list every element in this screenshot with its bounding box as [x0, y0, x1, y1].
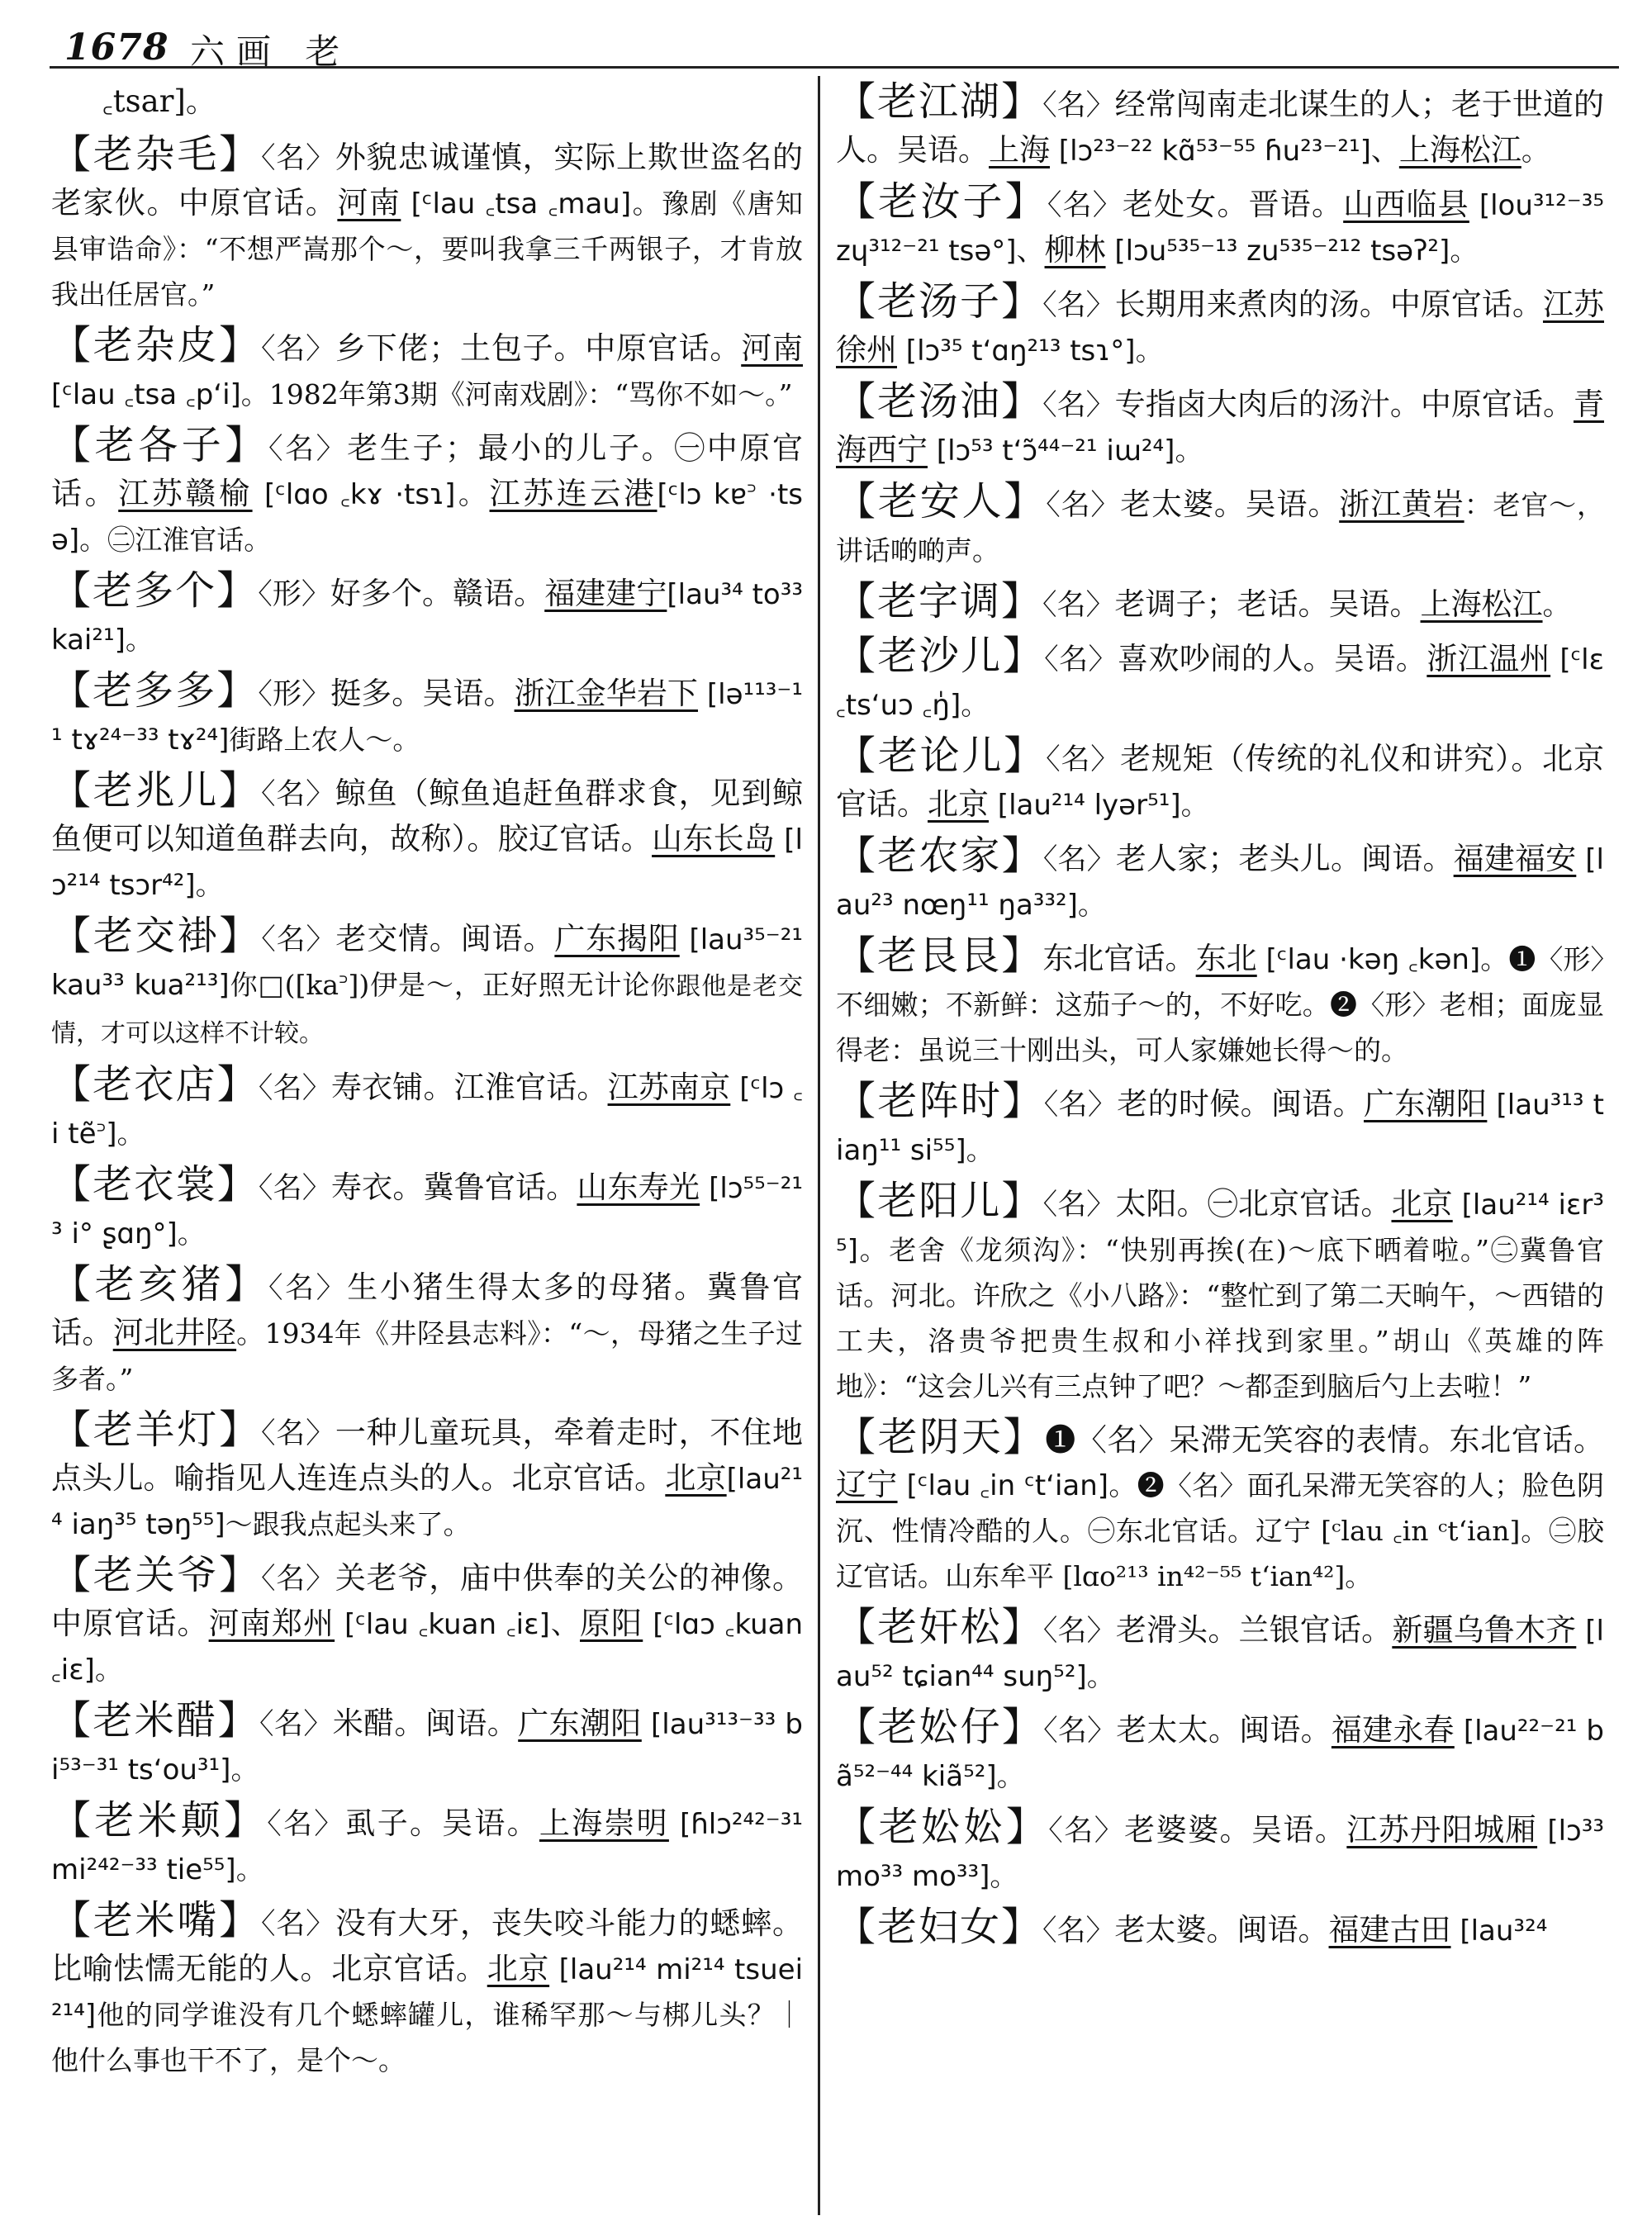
dialect-location: 江苏徐州	[836, 287, 1604, 368]
entry-definition: 专指卤大肉后的汤汁。中原官话。	[1114, 387, 1574, 422]
entry-continuation: ꜀tsar]。	[102, 83, 216, 119]
phonetic-transcription: [lə¹¹³⁻¹¹ tɤ²⁴⁻³³ tɤ²⁴]	[51, 678, 803, 757]
dictionary-entry	[836, 379, 1604, 473]
dictionary-entry	[51, 1898, 803, 2083]
dictionary-entry	[836, 1705, 1604, 1799]
part-of-speech: 〈名〉	[1044, 643, 1118, 676]
part-of-speech: 〈名〉	[260, 1908, 335, 1941]
phonetic-transcription: ：	[1464, 489, 1493, 522]
dialect-location: 北京	[665, 1460, 727, 1496]
dialect-location: 辽宁	[836, 1467, 898, 1502]
dialect-location: 上海崇明	[539, 1805, 669, 1841]
dictionary-entry	[51, 1698, 803, 1792]
entry-headword: 【老杂毛】	[51, 131, 261, 178]
page-header	[50, 15, 1619, 79]
entry-example: 街路上农人～。	[229, 724, 420, 756]
entry-headword: 【老多个】	[51, 567, 259, 614]
part-of-speech: 〈名〉	[1046, 743, 1121, 776]
entry-example: 老官～，讲话啲啲声。	[836, 489, 1605, 567]
entry-example: 1934年《井陉县志料》：“～，母猪之生子过多者。”	[51, 1317, 804, 1395]
header-rule	[50, 66, 1619, 69]
entry-definition: 乡下佬；土包子。中原官话。	[335, 330, 742, 366]
phonetic-transcription: [lɔ³³ mo³³ mo³³]。	[836, 1815, 1604, 1893]
dialect-location: 上海松江	[1398, 132, 1521, 168]
entry-example: ❷〈名〉面孔呆滞无笑容的人；脸色阴沉、性情冷酷的人。㊀东北官话。辽宁 [ᶜlau ꜀in ᶜt‘ian]。㊁胶辽官话。山东牟平 [lɑo²¹³ in⁴²⁻⁵⁵ t‘ian⁴²]。	[836, 1469, 1605, 1592]
dialect-location: 福建古田	[1328, 1912, 1451, 1948]
entry-headword: 【老妇女】	[836, 1904, 1043, 1950]
entry-definition: 生小猪生得太多的母猪。冀鲁官话。	[51, 1269, 803, 1350]
entry-headword: 【老阳儿】	[836, 1178, 1043, 1224]
part-of-speech: 〈名〉	[1042, 89, 1115, 122]
dialect-location: 北京	[928, 786, 989, 822]
dialect-location: 广东潮阳	[1364, 1086, 1488, 1122]
dictionary-entry	[51, 668, 803, 762]
part-of-speech: 〈名〉	[260, 1417, 335, 1450]
dialect-location: 江苏丹阳城厢	[1346, 1812, 1538, 1848]
dialect-location: 山东寿光	[577, 1170, 700, 1205]
entry-definition: 虱子。吴语。	[344, 1805, 539, 1841]
entry-definition: 喜欢吵闹的人。吴语。	[1117, 641, 1427, 676]
part-of-speech: 〈名〉	[1042, 389, 1115, 422]
dictionary-entry	[51, 423, 803, 562]
part-of-speech: 〈名〉	[1043, 1089, 1118, 1122]
entry-headword: 【老妐仔】	[836, 1704, 1044, 1750]
part-of-speech: 〈名〉	[1042, 289, 1115, 322]
phonetic-transcription: [ᶜlɔ ꜀i tẽ꜄]。	[51, 1072, 803, 1151]
dialect-location: 福建建宁	[544, 576, 667, 611]
entry-definition: 老交情。闽语。	[335, 921, 555, 956]
part-of-speech: 〈名〉	[258, 1072, 331, 1105]
phonetic-transcription: [lau³¹³⁻³³ bi⁵³⁻³¹ ts‘ou³¹]。	[51, 1708, 804, 1786]
phonetic-transcription: 。	[1542, 589, 1571, 622]
entry-headword: 【老米颠】	[51, 1797, 268, 1843]
part-of-speech: 〈名〉	[1048, 1815, 1125, 1848]
part-of-speech: 〈名〉	[260, 333, 335, 366]
part-of-speech: 〈名〉	[1042, 1914, 1115, 1948]
entry-headword: 【老农家】	[836, 833, 1043, 879]
entry-definition: 老太婆。吴语。	[1120, 486, 1340, 522]
part-of-speech: 〈名〉	[267, 1808, 345, 1841]
dialect-location: 北京	[487, 1951, 550, 1986]
entry-headword: 【老艮艮】	[836, 932, 1043, 979]
entry-example: 他的同学谁没有几个蟋蟀罐儿，谁稀罕那～与梆儿头？｜他什么事也干不了，是个～。	[51, 1999, 803, 2076]
dialect-location: 福建永春	[1331, 1712, 1455, 1748]
dictionary-entry	[51, 323, 803, 417]
entry-definition: 经常闯南走北谋生的人；老于世道的人。吴语。	[836, 87, 1604, 168]
part-of-speech: 〈名〉	[1042, 589, 1115, 622]
entry-headword: 【老米嘴】	[51, 1897, 261, 1943]
dialect-location: 江苏南京	[607, 1070, 731, 1105]
part-of-speech: 〈名〉	[258, 1172, 331, 1205]
entry-definition: 鲸鱼（鲸鱼追赶鱼群求食，见到鲸鱼便可以知道鱼群去向，故称）。胶辽官话。	[51, 776, 803, 856]
entry-headword: 【老字调】	[836, 578, 1043, 624]
entry-example: 老舍《龙须沟》：“快别再挨(在)～底下晒着啦。”㊁冀鲁官话。河北。许欣之《小八路》：“整忙到了第二天晌午，～西错的工夫，洛贵爷把贵生叔和小祥找到家里。”胡山《英雄的阵地》：“这会儿兴有三点钟了吧？～都歪到脑后勺上去啦！”	[836, 1234, 1604, 1402]
entry-headword: 【老衣店】	[51, 1061, 259, 1108]
entry-headword: 【老妐妐】	[836, 1804, 1049, 1850]
dialect-location: 浙江温州	[1427, 641, 1551, 676]
entry-headword: 【老多多】	[51, 667, 259, 714]
phonetic-transcription: [lɔu⁵³⁵⁻¹³ zu⁵³⁵⁻²¹² tsəʔ²]。	[1105, 235, 1479, 268]
part-of-speech: 〈名〉	[260, 778, 335, 811]
dictionary-entry	[836, 279, 1604, 373]
entry-headword: 【老汤子】	[836, 278, 1043, 325]
phonetic-transcription: [lau²¹⁴ iaŋ³⁵ təŋ⁵⁵]	[51, 1463, 804, 1541]
entry-definition: 老的时候。闽语。	[1117, 1086, 1364, 1122]
phonetic-transcription: [lau³⁴ to³³ kai²¹]。	[51, 578, 803, 657]
entry-headword: 【老阴天】	[836, 1414, 1046, 1460]
dictionary-entry	[836, 1079, 1604, 1173]
left-column	[51, 79, 803, 2089]
phonetic-transcription: [ɦlɔ²⁴²⁻³¹ mi²⁴²⁻³³ tie⁵⁵]。	[51, 1808, 803, 1886]
entry-definition: 东北官话。	[1042, 941, 1196, 976]
entry-definition: 米醋。闽语。	[332, 1706, 519, 1741]
phonetic-transcription: [lau²¹⁴ lyər⁵¹]。	[989, 789, 1209, 822]
part-of-speech: 〈名〉	[268, 433, 348, 466]
part-of-speech: 〈名〉	[259, 1708, 333, 1741]
entry-example: 你□([ka꜄])伊是～，正好照无计论	[229, 969, 651, 1001]
entry-definition: 老调子；老话。吴语。	[1114, 586, 1421, 622]
phonetic-transcription: 。	[236, 1317, 265, 1350]
entry-headword: 【老衣裳】	[51, 1161, 259, 1208]
phonetic-transcription: [lɔ⁵³ t‘ɔ̃⁴⁴⁻²¹ iɯ²⁴]。	[928, 434, 1203, 467]
part-of-speech: 〈名〉	[1043, 1715, 1117, 1748]
phonetic-transcription: [lau²³ nœŋ¹¹ ŋa³³²]。	[836, 843, 1604, 922]
phonetic-transcription: [lau²¹⁴ iɛr³⁵]。	[836, 1189, 1604, 1267]
entry-definition: 太阳。㊀北京官话。	[1115, 1186, 1392, 1222]
phonetic-transcription: [lou³¹²⁻³⁵ zɥ³¹²⁻²¹ tsə°]、	[836, 189, 1604, 268]
phonetic-transcription: [ᶜlɛ ꜀ts‘uɔ ꜀ŋ̍]。	[836, 643, 1604, 722]
part-of-speech: 〈名〉	[1047, 189, 1123, 222]
phonetic-transcription: 。	[1521, 135, 1550, 168]
column-divider	[818, 76, 820, 2215]
dialect-location: 广东揭阳	[554, 921, 680, 956]
part-of-speech: 〈名〉	[260, 142, 335, 175]
dialect-location: 河南郑州	[208, 1606, 335, 1641]
dialect-location: 浙江金华岩下	[514, 676, 699, 711]
entry-headword: 【老汝子】	[836, 178, 1047, 225]
entry-definition: 没有大牙，丧失咬斗能力的蟋蟀。比喻怯懦无能的人。北京官话。	[51, 1905, 803, 1986]
entry-headword: 【老奸松】	[836, 1604, 1043, 1650]
entry-definition: 老处女。晋语。	[1122, 187, 1344, 222]
entry-example: 1982年第3期《河南戏剧》：“骂你不如～。”	[268, 378, 793, 410]
dialect-location: 青海西宁	[836, 387, 1604, 467]
dialect-location: 新疆乌鲁木齐	[1392, 1612, 1577, 1648]
dialect-location: 柳林	[1044, 232, 1106, 268]
entry-definition: 老人家；老头儿。闽语。	[1115, 841, 1454, 876]
entry-headword: 【老各子】	[51, 422, 268, 468]
entry-headword: 【老米醋】	[51, 1697, 260, 1744]
phonetic-transcription: [ᶜlau ꜀kuan ꜀iɛ]、	[335, 1608, 581, 1641]
entry-definition: 好多个。赣语。	[330, 576, 545, 611]
right-column	[836, 79, 1604, 1959]
entry-example: ❶〈形〉不细嫩；不新鲜：这茄子～的，不好吃。❷〈形〉老相；面庞显得老：虽说三十刚出头，可人家嫌她长得～的。	[836, 943, 1604, 1066]
entry-definition: 一种儿童玩具，牵着走时，不住地点头儿。喻指见人连连点头的人。北京官话。	[51, 1415, 803, 1496]
entry-definition: 老太太。闽语。	[1116, 1712, 1332, 1748]
dialect-location: 山东长岛	[652, 821, 776, 856]
entry-headword: 【老亥猪】	[51, 1261, 268, 1307]
dictionary-entry	[836, 179, 1604, 273]
entry-definition: 老太婆。闽语。	[1114, 1912, 1329, 1948]
entry-definition: 寿衣铺。江淮官话。	[330, 1070, 608, 1105]
entry-example: ㊁江淮官话。	[107, 524, 272, 556]
dictionary-entry	[836, 1905, 1604, 1953]
dialect-location: 福建福安	[1453, 841, 1577, 876]
entry-definition: 寿衣。冀鲁官话。	[330, 1170, 577, 1205]
entry-headword: 【老沙儿】	[836, 633, 1045, 679]
phonetic-transcription: [ᶜlɑɔ ꜀kuan ꜀iɛ]。	[51, 1608, 804, 1687]
dialect-location: 广东潮阳	[518, 1706, 642, 1741]
phonetic-transcription: [ᶜlau ꜀in ᶜt‘ian]。	[897, 1469, 1137, 1502]
dictionary-entry	[836, 1179, 1604, 1409]
phonetic-transcription: [lɔ³⁵ t‘ɑŋ²¹³ tsɿ°]。	[897, 334, 1164, 368]
dictionary-entry	[836, 579, 1604, 628]
entry-headword: 【老江湖】	[836, 78, 1043, 125]
entry-headword: 【老论儿】	[836, 733, 1047, 779]
example-gloss: 你跟他是老交情，才可以这样不计较。	[51, 972, 803, 1048]
phonetic-transcription: [lau³⁵⁻²¹ kau³³ kua²¹³]	[51, 923, 803, 1002]
dialect-location: 北京	[1391, 1186, 1453, 1222]
section-heading: 六画 老	[190, 31, 352, 72]
dictionary-entry	[836, 633, 1604, 728]
entry-headword: 【老关爷】	[51, 1552, 261, 1598]
entry-headword: 【老安人】	[836, 478, 1047, 524]
dictionary-entry	[836, 1415, 1604, 1599]
phonetic-transcription: [lau³²⁴	[1450, 1914, 1548, 1948]
dictionary-entry	[51, 568, 803, 662]
dialect-location: 江苏赣榆	[118, 476, 253, 511]
phonetic-transcription: [ᶜlɑo ꜀kɤ ·tsɿ]。	[252, 478, 490, 511]
part-of-speech: 〈名〉	[1046, 489, 1121, 522]
dialect-location: 浙江黄岩	[1339, 486, 1464, 522]
dictionary-entry	[51, 1407, 803, 1547]
entry-definition: 老规矩（传统的礼仪和讲究）。北京官话。	[836, 741, 1604, 822]
phonetic-transcription: [ᶜlɔ kɐ꜄ ·tsə]。	[51, 478, 804, 557]
entry-example: 豫剧《唐知县审诰命》：“不想严嵩那个～，要叫我拿三千两银子，才肯放我出任居官。”	[51, 187, 804, 311]
dictionary-entry	[51, 913, 803, 1056]
entry-definition: 外貌忠诚谨慎，实际上欺世盗名的老家伙。中原官话。	[51, 140, 803, 221]
dictionary-entry	[836, 833, 1604, 928]
dictionary-entry	[836, 1605, 1604, 1699]
phonetic-transcription: [lɔ²¹⁴ tsɔr⁴²]。	[51, 823, 804, 902]
entry-definition: 老婆婆。吴语。	[1124, 1812, 1347, 1848]
dictionary-entry	[51, 1553, 803, 1692]
dialect-location: 上海松江	[1420, 586, 1543, 622]
dialect-location: 原阳	[580, 1606, 643, 1641]
phonetic-transcription: [lɔ²³⁻²² kɑ̃⁵³⁻⁵⁵ ɦu²³⁻²¹]、	[1050, 135, 1399, 168]
dialect-location: 河南	[741, 330, 803, 366]
phonetic-transcription: [ᶜlau ꜀tsa ꜀mau]。	[401, 187, 662, 221]
entry-headword: 【老阵时】	[836, 1078, 1044, 1124]
dictionary-entry	[51, 132, 803, 317]
dialect-location: 江苏连云港	[489, 476, 657, 511]
entry-definition: ❶〈名〉呆滞无笑容的表情。东北官话。	[1045, 1422, 1604, 1458]
dictionary-entry	[836, 933, 1604, 1073]
part-of-speech: 〈名〉	[1042, 1615, 1116, 1648]
dictionary-entry	[51, 1262, 803, 1402]
dialect-location: 河北井陉	[112, 1315, 237, 1350]
dictionary-entry	[51, 1162, 803, 1256]
phonetic-transcription: [lɔ⁵⁵⁻²¹³ i° ʂɑŋ°]。	[51, 1172, 803, 1250]
phonetic-transcription: [lau²²⁻²¹ bã⁵²⁻⁴⁴ kiã⁵²]。	[836, 1715, 1605, 1793]
phonetic-transcription: [ᶜlau ·kəŋ ꜀kən]。	[1256, 943, 1509, 976]
entry-definition: 老滑头。兰银官话。	[1115, 1612, 1393, 1648]
dictionary-entry	[51, 768, 803, 908]
dictionary-entry	[836, 79, 1604, 173]
part-of-speech: 〈形〉	[258, 578, 330, 611]
part-of-speech: 〈名〉	[260, 1563, 335, 1596]
dictionary-entry	[836, 1805, 1604, 1899]
entry-headword: 【老杂皮】	[51, 322, 261, 368]
dictionary-entry	[51, 1798, 803, 1892]
phonetic-transcription: [lau⁵² tɕian⁴⁴ suŋ⁵²]。	[836, 1615, 1604, 1693]
part-of-speech: 〈名〉	[1042, 1189, 1116, 1222]
part-of-speech: 〈名〉	[261, 923, 336, 956]
entry-example: ～跟我点起头来了。	[225, 1508, 471, 1540]
entry-headword: 【老兆儿】	[51, 767, 261, 814]
phonetic-transcription: [ᶜlau ꜀tsa ꜀p‘i]。	[51, 378, 269, 411]
page-number: 1678	[64, 26, 169, 69]
dictionary-entry	[836, 733, 1604, 828]
dialect-location: 山西临县	[1343, 187, 1469, 222]
entry-definition: 老生子；最小的儿子。㊀中原官话。	[51, 430, 803, 511]
entry-definition: 挺多。吴语。	[330, 676, 515, 711]
dictionary-entry	[836, 479, 1604, 573]
entry-headword: 【老交褂】	[51, 913, 262, 959]
dictionary-entry	[51, 1062, 803, 1156]
entry-headword: 【老羊灯】	[51, 1407, 261, 1453]
phonetic-transcription: [lau²¹⁴ mi²¹⁴ tsuei²¹⁴]	[51, 1953, 804, 2032]
phonetic-transcription: [lau³¹³ tiaŋ¹¹ si⁵⁵]。	[836, 1089, 1604, 1167]
dialect-location: 东北	[1195, 941, 1257, 976]
entry-definition: 关老爷，庙中供奉的关公的神像。中原官话。	[51, 1560, 803, 1641]
entry-headword: 【老汤油】	[836, 378, 1043, 425]
part-of-speech: 〈名〉	[1042, 843, 1116, 876]
dialect-location: 河南	[337, 185, 401, 221]
part-of-speech: 〈名〉	[268, 1272, 348, 1305]
entry-definition: 长期用来煮肉的汤。中原官话。	[1114, 287, 1543, 322]
part-of-speech: 〈形〉	[258, 678, 331, 711]
dialect-location: 上海	[989, 132, 1050, 168]
